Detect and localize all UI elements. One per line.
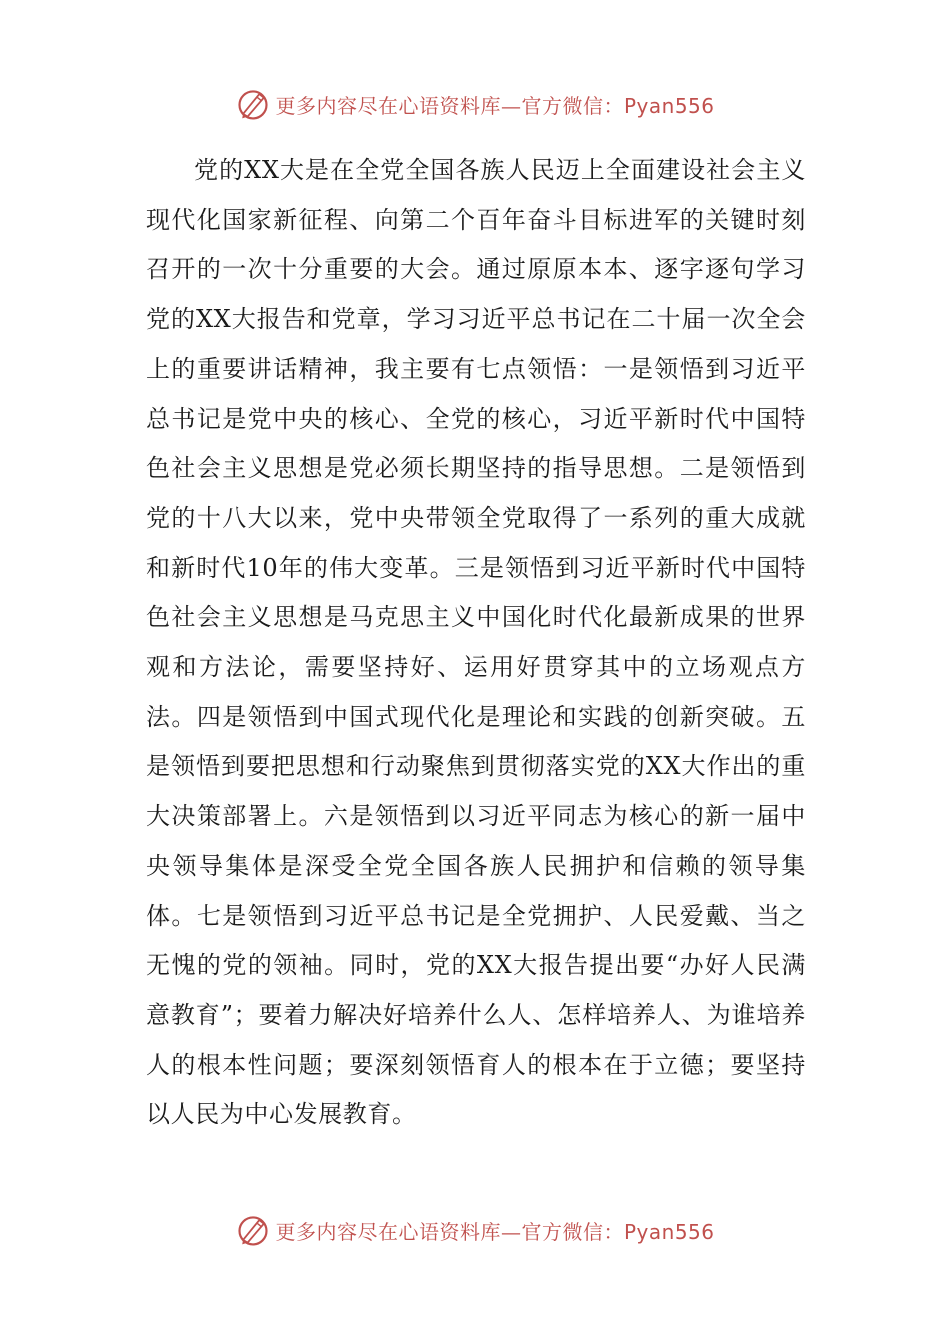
footer-banner-wechat-id: Pyan556 [623, 1219, 715, 1244]
document-paragraph: 党的XX大是在全党全国各族人民迈上全面建设社会主义现代化国家新征程、向第二个百年奋斗目标进军的关键时刻召开的一次十分重要的大会。通过原原本本、逐字逐句学习党的XX大报告和党章，学习习近平总书记在二十届一次全会上的重要讲话精神，我主要有七点领悟：一是领悟到习近平总书记是党中央的核心、全党的核心，习近平新时代中国特色社会主义思想是党必须长期坚持的指导思想。二是领悟到党的十八大以来，党中央带领全党取得了一系列的重大成就和新时代10年的伟大变革。三是领悟到习近平新时代中国特色社会主义思想是马克思主义中国化时代化最新成果的世界观和方法论，需要坚持好、运用好贯穿其中的立场观点方法。四是领悟到中国式现代化是理论和实践的创新突破。五是领悟到要把思想和行动聚焦到贯彻落实党的XX大作出的重大决策部署上。六是领悟到以习近平同志为核心的新一届中央领导集体是深受全党全国各族人民拥护和信赖的领导集体。七是领悟到习近平总书记是全党拥护、人民爱戴、当之无愧的党的领袖。同时，党的XX大报告提出要“办好人民满意教育”；要着力解决好培养什么人、怎样培养人、为谁培养人的根本性问题；要深刻领悟育人的根本在于立德；要坚持以人民为中心发展教育。 [146, 156, 806, 1129]
header-banner-label: 更多内容尽在心语资料库—官方微信： [275, 93, 624, 118]
header-banner-text [275, 90, 714, 119]
pen-logo-icon [235, 86, 271, 122]
pen-logo-icon [235, 1212, 271, 1248]
header-banner [0, 84, 950, 124]
footer-banner-text [275, 1216, 714, 1245]
footer-banner [0, 1210, 950, 1250]
header-banner-wechat-id: Pyan556 [623, 93, 715, 118]
footer-banner-label: 更多内容尽在心语资料库—官方微信： [275, 1219, 624, 1244]
